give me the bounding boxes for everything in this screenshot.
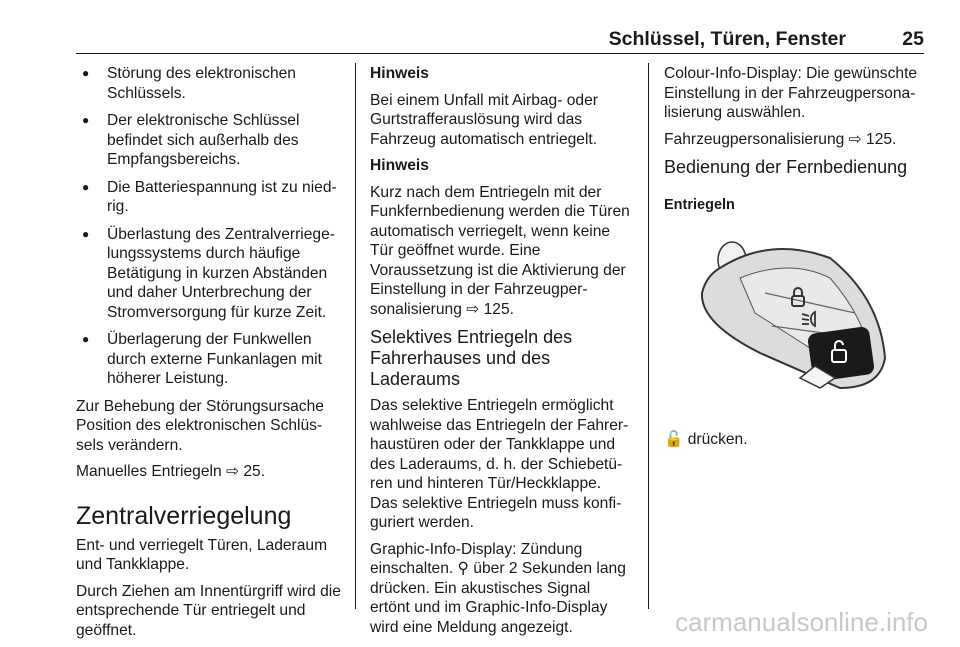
cross-reference: Manuelles Entriegeln ⇨ 25. (76, 463, 266, 480)
column-1 (76, 64, 348, 647)
note-heading: Hinweis (370, 65, 429, 82)
note-heading: Hinweis (370, 157, 429, 174)
list-item: ● Überlagerung der Funkwellen durch externe Funkanlagen mit höherer Leistung. (76, 330, 348, 389)
fault-list (76, 64, 348, 389)
paragraph: Das selektive Entriegeln ermöglicht wahlweise das Entriegeln der Fahrer‐haustüren oder der Tankklappe und des Laderaums, d. h. der Schiebetü‐ren und hinteren Tür/Heckklappe. Das selektive Entriegeln muss konfi‐guriert werden. (370, 397, 629, 531)
section-title: Schlüssel, Türen, Fenster (608, 28, 846, 50)
key-fob-illustration (680, 238, 900, 408)
subsection-heading: Bedienung der Fernbedienung (664, 157, 908, 177)
paragraph: Colour-Info-Display: Die gewünschte Einstellung in der Fahrzeugpersona‐lisierung auswählen. (664, 65, 918, 121)
header-rule (76, 53, 924, 54)
column-divider-1 (355, 63, 356, 609)
list-item: ● Der elektronische Schlüssel befindet sich außerhalb des Empfangsbereichs. (76, 111, 348, 170)
paragraph: Zur Behebung der Störungsursache Position des elektronischen Schlüs‐sels verändern. (76, 397, 324, 454)
paragraph: Ent- und verriegelt Türen, Laderaum und Tankklappe. (76, 536, 328, 573)
list-item: ● Störung des elektronischen Schlüssels. (76, 64, 348, 103)
caption: 🔓 drücken. (664, 430, 748, 448)
subheading-unlock: Entriegeln (664, 197, 735, 213)
note-text: Bei einem Unfall mit Airbag- oder Gurtstrafferauslösung wird das Fahrzeug automatisch entriegelt. (370, 91, 598, 148)
paragraph: Durch Ziehen am Innentürgriff wird die entsprechende Tür entriegelt und geöffnet. (76, 582, 341, 639)
page-number: 25 (902, 28, 924, 50)
page-header (76, 28, 924, 56)
section-heading: Zentralverriegelung (76, 501, 292, 530)
cross-reference: Fahrzeugpersonalisierung ⇨ 125. (664, 130, 897, 148)
column-2 (370, 64, 632, 644)
column-divider-2 (648, 63, 649, 609)
note-text: Kurz nach dem Entriegeln mit der Funkfernbedienung werden die Türen automatisch verriegelt, wenn keine Tür geöffnet wurde. Eine Voraussetzung ist die Aktivierung der Einstellung in der Fahrzeugper‐sonalisierung ⇨ 125. (370, 183, 630, 318)
paragraph: Graphic-Info-Display: Zündung einschalten. ⚲ über 2 Sekunden lang drücken. Ein akustisches Signal ertönt und im Graphic-Info-Display wird eine Meldung angezeigt. (370, 540, 626, 636)
list-item: ● Überlastung des Zentralverriege‐lungssystems durch häufige Betätigung in kurzen Abständen und daher Unterbrechung der Stromversorgung für kurze Zeit. (76, 225, 348, 323)
column-3 (664, 64, 926, 456)
list-item: ● Die Batteriespannung ist zu nied‐rig. (76, 178, 348, 217)
watermark: carmanualsonline.info (675, 607, 928, 637)
subsection-heading: Selektives Entriegeln des Fahrerhauses und des Laderaums (370, 327, 573, 389)
